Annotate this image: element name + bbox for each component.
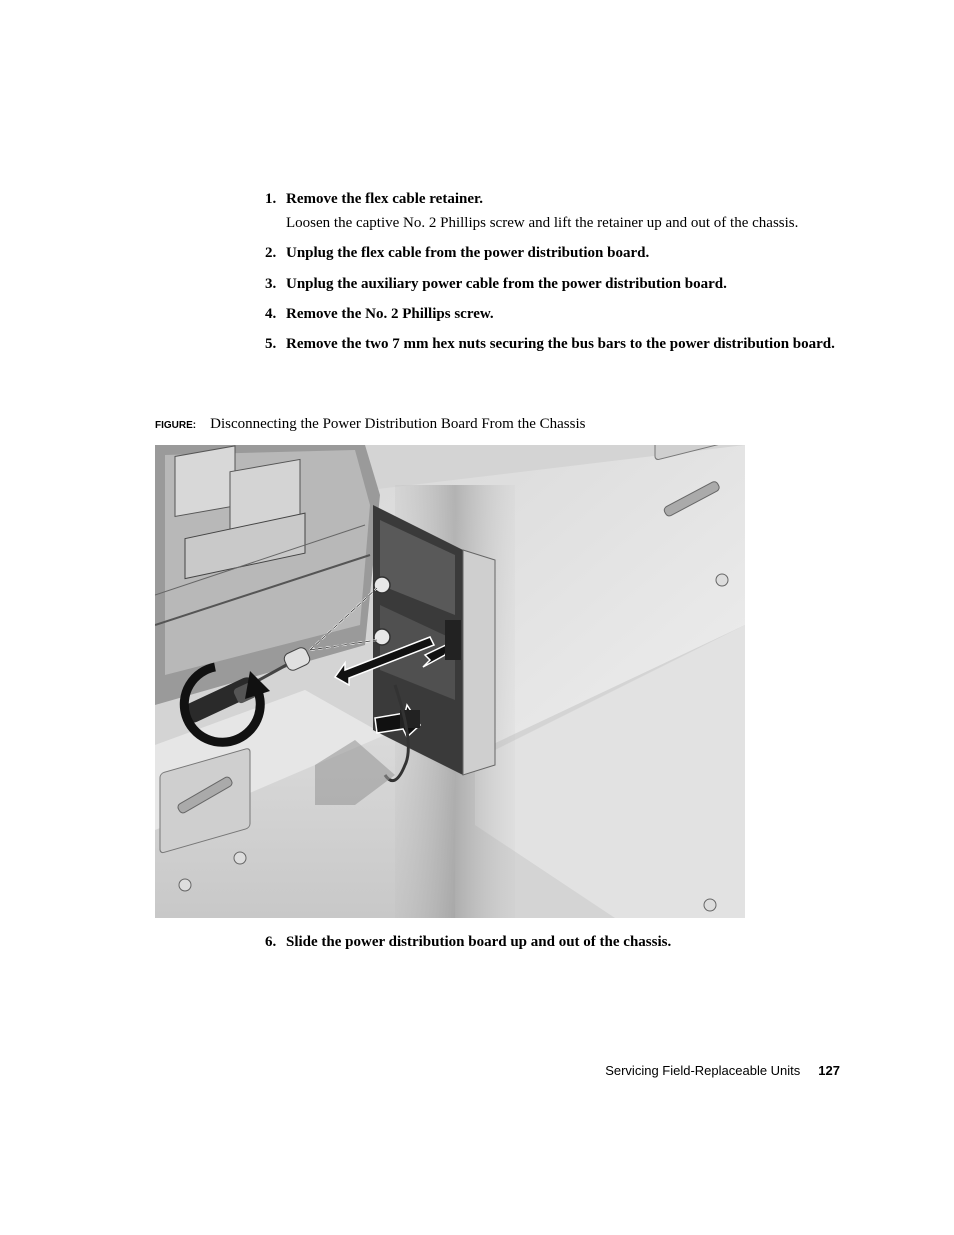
- figure-label: FIGURE:: [155, 420, 197, 431]
- step-number: 2.: [265, 245, 277, 261]
- step-6: [265, 933, 866, 951]
- page-footer: [605, 1063, 840, 1078]
- step-2: [265, 244, 845, 262]
- step-text: Slide the power distribution board up and out of the chassis.: [286, 934, 672, 950]
- step-text: Remove the flex cable retainer.: [286, 191, 484, 207]
- step-3: [265, 275, 845, 293]
- step-text: Remove the No. 2 Phillips screw.: [286, 306, 494, 322]
- step-text: Unplug the flex cable from the power distribution board.: [286, 245, 650, 261]
- step-4: [265, 305, 845, 323]
- step-text: Unplug the auxiliary power cable from the power distribution board.: [286, 276, 727, 292]
- step-1: [265, 190, 845, 232]
- step-number: 5.: [265, 336, 277, 352]
- footer-section-title: Servicing Field-Replaceable Units: [605, 1063, 801, 1078]
- step-list: [265, 190, 845, 353]
- figure-caption-text: Disconnecting the Power Distribution Board From the Chassis: [210, 416, 586, 432]
- step-number: 3.: [265, 276, 277, 292]
- chassis-illustration: [155, 445, 745, 918]
- page-number: 127: [818, 1063, 840, 1078]
- step-text: Remove the two 7 mm hex nuts securing the bus bars to the power distribution board.: [286, 336, 835, 352]
- step-detail: Loosen the captive No. 2 Phillips screw and lift the retainer up and out of the chassis.: [286, 215, 799, 231]
- step-number: 6.: [265, 934, 277, 950]
- step-5: [265, 335, 845, 353]
- figure-caption: [155, 416, 586, 433]
- step-number: 4.: [265, 306, 277, 322]
- step-number: 1.: [265, 191, 277, 207]
